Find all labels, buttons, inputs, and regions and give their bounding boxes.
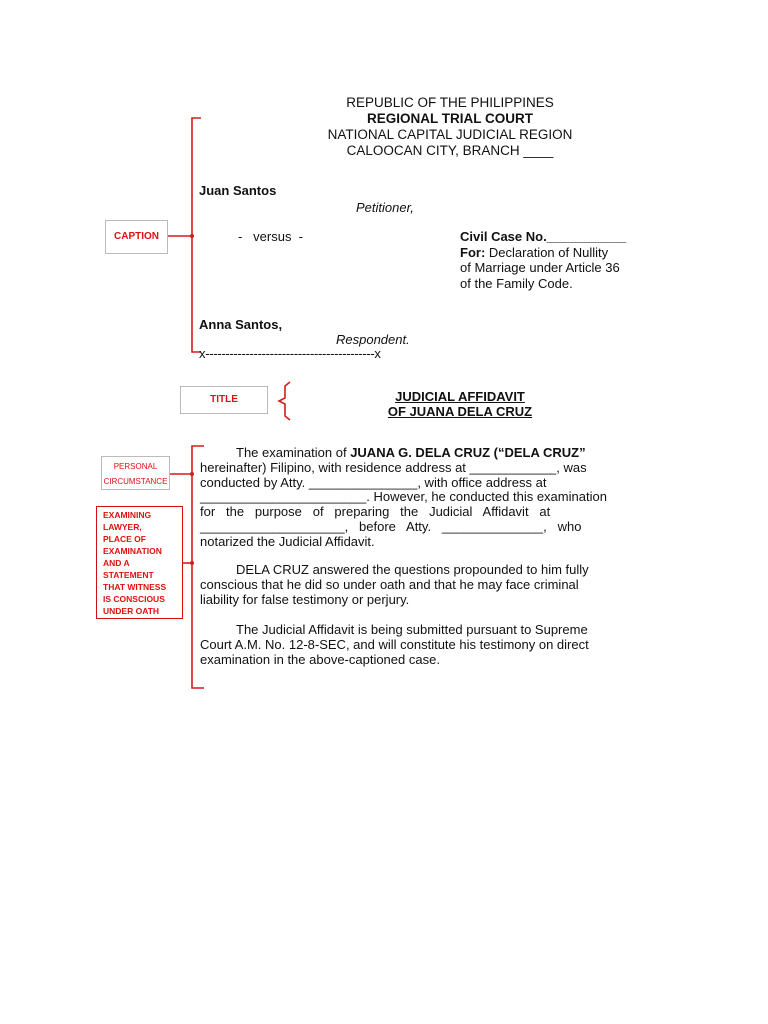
title-word-juana: JUANA xyxy=(405,404,454,419)
for-text-2: of Marriage under Article 36 xyxy=(460,260,620,275)
petitioner-role: Petitioner, xyxy=(356,200,414,215)
header-court: REGIONAL TRIAL COURT xyxy=(366,111,533,126)
case-number-label: Civil Case No.___________ xyxy=(460,229,627,244)
title-word-judicial: JUDICIAL xyxy=(395,389,455,404)
document-title xyxy=(340,389,580,419)
title-word-cruz: CRUZ xyxy=(492,404,533,419)
title-word-dela: DELA xyxy=(453,404,493,419)
header-republic: REPUBLIC OF THE PHILIPPINES xyxy=(346,95,554,110)
title-word-affidavit: AFFIDAVIT xyxy=(454,389,525,404)
title-word-of: OF xyxy=(387,404,406,419)
petitioner-name: Juan Santos xyxy=(199,183,277,198)
court-header xyxy=(200,95,700,159)
for-text-1: Declaration of Nullity xyxy=(485,244,609,260)
title-bracket xyxy=(279,382,290,420)
paragraph-submission: The Judicial Affidavit is being submitted pursuant to Supreme Court A.M. No. 12-8-SEC, and will constitute his testimony on direct examination in the above-captioned case. xyxy=(200,622,589,667)
header-region: NATIONAL CAPITAL JUDICIAL REGION xyxy=(327,127,573,142)
respondent-role: Respondent. xyxy=(336,332,410,347)
caption-separator: x------------------------------------------x xyxy=(199,346,381,361)
case-details xyxy=(460,229,660,291)
for-label: For: xyxy=(460,244,486,260)
header-city-branch: CALOOCAN CITY, BRANCH ____ xyxy=(346,143,554,158)
caption-label: CAPTION xyxy=(105,220,168,254)
paragraph-oath-statement: DELA CRUZ answered the questions propounded to him fully conscious that he did so under oath and that he may face criminal liability for false testimony or perjury. xyxy=(200,562,589,607)
paragraph-personal-circumstance: The examination of JUANA G. DELA CRUZ (“DELA CRUZ” hereinafter) Filipino, with residence address at ____________, was conducted by Atty. _______________, with office address at _______________________. However, he conducted this examination for the purpose of preparing the Judicial Affidavit at ____________________, before Atty. ______________, who notarized the Judicial Affidavit. xyxy=(200,445,607,549)
examining-lawyer-label: EXAMINING LAWYER, PLACE OF EXAMINATION AND A STATEMENT THAT WITNESS IS CONSCIOUS UNDER OATH xyxy=(96,506,183,619)
title-label: TITLE xyxy=(180,386,268,414)
personal-circumstance-label: PERSONAL CIRCUMSTANCE xyxy=(101,456,170,490)
versus-text: - versus - xyxy=(238,229,304,244)
for-text-3: of the Family Code. xyxy=(460,275,573,291)
respondent-name: Anna Santos, xyxy=(199,317,283,332)
